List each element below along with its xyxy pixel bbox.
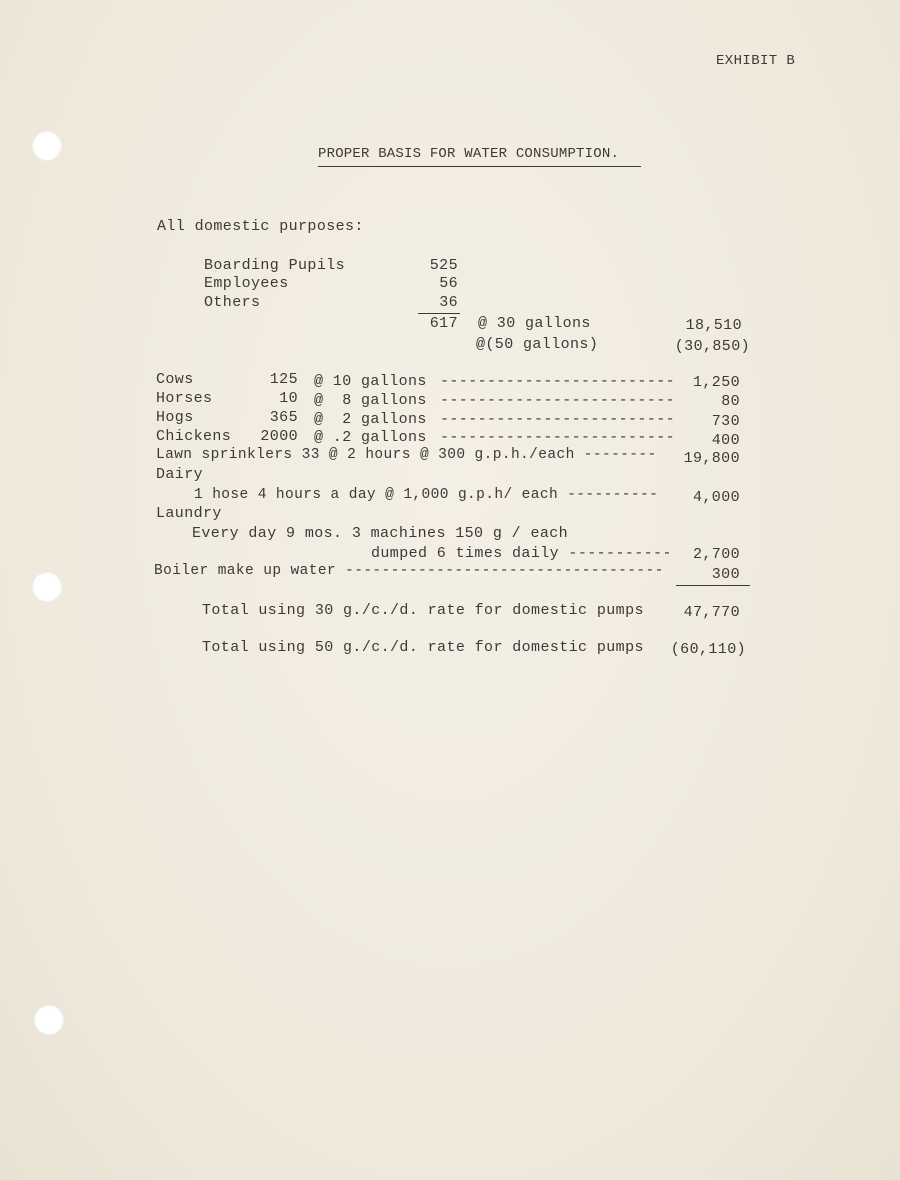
livestock-value: 400 [711, 432, 740, 449]
rate-30-label: @ 30 gallons [478, 315, 591, 332]
subtotal-rule [418, 313, 460, 314]
livestock-value: 730 [711, 413, 740, 430]
rate-50-label: @(50 gallons) [476, 336, 599, 353]
population-label: Employees [204, 275, 289, 292]
livestock-animal: Chickens [156, 428, 232, 445]
laundry-heading: Laundry [156, 505, 222, 522]
livestock-animal: Cows [156, 371, 194, 388]
dairy-heading: Dairy [156, 466, 204, 483]
population-label: Boarding Pupils [204, 257, 346, 274]
exhibit-label: EXHIBIT B [716, 53, 796, 69]
total-rule [676, 585, 750, 586]
total-30-label: Total using 30 g./c./d. rate for domestic pumps [202, 602, 644, 619]
title-underline [318, 166, 641, 167]
livestock-animal: Hogs [156, 409, 194, 426]
livestock-count: 365 [269, 409, 298, 426]
punch-hole [34, 1005, 64, 1035]
livestock-rate: @ 10 gallons [314, 373, 427, 390]
laundry-line: Every day 9 mos. 3 machines 150 g / each [192, 525, 569, 542]
population-count: 36 [439, 294, 458, 311]
total-30-value: 47,770 [683, 604, 740, 621]
total-50-label: Total using 50 g./c./d. rate for domestic pumps [202, 639, 644, 656]
leader-dashes: ------------------------- [440, 411, 676, 428]
lawn-sprinklers-value: 19,800 [683, 450, 740, 467]
lawn-sprinklers-line: Lawn sprinklers 33 @ 2 hours @ 300 g.p.h./each -------- [156, 447, 657, 463]
document-title: PROPER BASIS FOR WATER CONSUMPTION. [318, 146, 620, 162]
rate-30-value: 18,510 [685, 317, 742, 334]
boiler-value: 300 [711, 566, 740, 583]
leader-dashes: ------------------------- [440, 429, 676, 446]
leader-dashes: ------------------------- [440, 373, 676, 390]
livestock-value: 80 [721, 393, 740, 410]
laundry-line: dumped 6 times daily ----------- [371, 545, 672, 562]
livestock-rate: @ 8 gallons [314, 392, 427, 409]
livestock-count: 10 [279, 390, 298, 407]
leader-dashes: ------------------------- [440, 392, 676, 409]
population-count: 56 [439, 275, 458, 292]
livestock-count: 2000 [260, 428, 298, 445]
population-total: 617 [429, 315, 458, 332]
livestock-rate: @ .2 gallons [314, 429, 427, 446]
boiler-line: Boiler make up water ----------------------------------- [154, 563, 664, 579]
dairy-value: 4,000 [692, 489, 740, 506]
rate-50-value: (30,850) [674, 338, 750, 355]
livestock-rate: @ 2 gallons [314, 411, 427, 428]
total-50-value: (60,110) [670, 641, 746, 658]
population-label: Others [204, 294, 261, 311]
dairy-line: 1 hose 4 hours a day @ 1,000 g.p.h/ each ---------- [194, 487, 659, 503]
livestock-animal: Horses [156, 390, 213, 407]
livestock-value: 1,250 [692, 374, 740, 391]
population-count: 525 [429, 257, 458, 274]
intro-line: All domestic purposes: [157, 218, 364, 235]
laundry-value: 2,700 [692, 546, 740, 563]
punch-hole [32, 572, 62, 602]
livestock-count: 125 [269, 371, 298, 388]
punch-hole [32, 131, 62, 161]
